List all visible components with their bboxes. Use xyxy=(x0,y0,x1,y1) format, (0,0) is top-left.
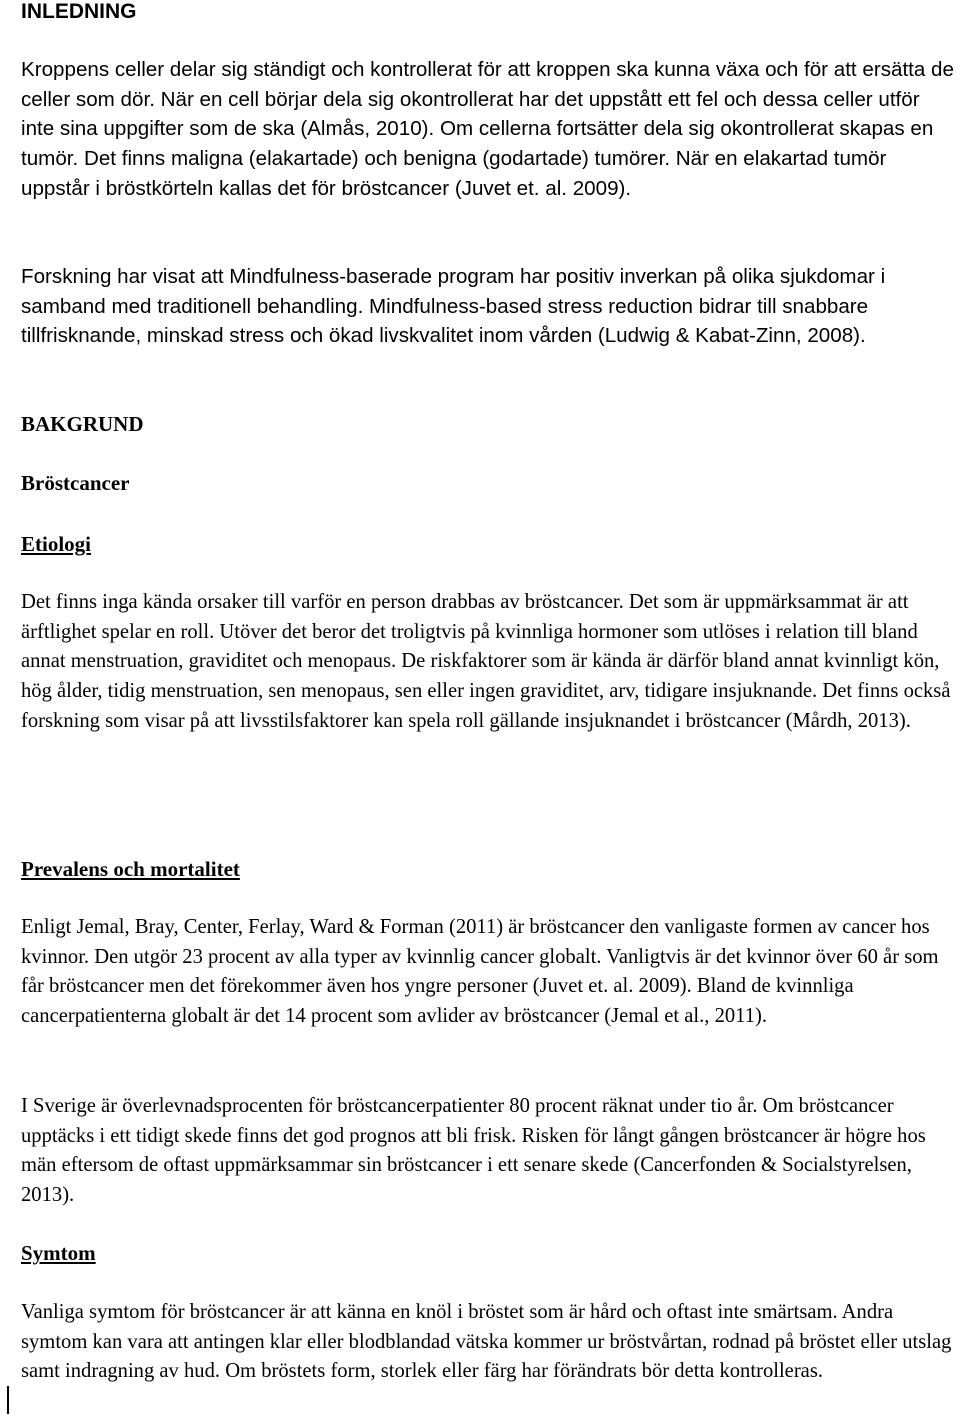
prevalence-heading: Prevalens och mortalitet xyxy=(21,857,240,881)
etiology-heading: Etiologi xyxy=(21,532,92,556)
prevalence-paragraph-1: Enligt Jemal, Bray, Center, Ferlay, Ward & Forman (2011) är bröstcancer den vanligaste formen av cancer hos kvinnor. Den utgör 23 procent av alla typer av kvinnlig cancer globalt. Vanligtvis är det kvinnor över 60 år som får bröstcancer men det förekommer även hos yngre personer (Juvet et. al. 2009). Bland de kvinnliga cancerpatienterna globalt är det 14 procent som avlider av bröstcancer (Jemal et al., 2011). xyxy=(21,916,939,1028)
intro-paragraph-1: Kroppens celler delar sig ständigt och kontrollerat för att kroppen ska kunna växa och för att ersätta de celler som dör. När en cell börjar dela sig okontrollerat har det uppstått ett fel och dessa celler utför inte sina uppgifter som de ska (Almås, 2010). Om cellerna fortsätter dela sig okontrollerat skapas en tumör. Det finns maligna (elakartade) och benigna (godartade) tumörer. När en elakartad tumör uppstår i bröstkörteln kallas det för bröstcancer (Juvet et. al. 2009). xyxy=(21,58,954,200)
margin-change-bar xyxy=(7,1386,9,1414)
intro-paragraph-2: Forskning har visat att Mindfulness-baserade program har positiv inverkan på olika sjukdomar i samband med traditionell behandling. Mindfulness-based stress reduction bidrar till snabbare tillfrisknande, minskad stress och ökad livskvalitet inom vården (Ludwig & Kabat-Zinn, 2008). xyxy=(21,265,886,348)
intro-heading: INLEDNING xyxy=(21,0,137,23)
background-heading: BAKGRUND xyxy=(21,412,144,436)
etiology-paragraph: Det finns inga kända orsaker till varför en person drabbas av bröstcancer. Det som är uppmärksammat är att ärftlighet spelar en roll. Utöver det beror det troligtvis på kvinnliga hormoner som utlöses i relation till bland annat menstruation, graviditet och menopaus. De riskfaktorer som är kända är därför bland annat kvinnligt kön, hög ålder, tidig menstruation, sen menopaus, sen eller ingen graviditet, arv, tidigare insjuknande. Det finns också forskning som visar på att livsstilsfaktorer kan spela roll gällande insjuknandet i bröstcancer (Mårdh, 2013). xyxy=(21,591,951,732)
breast-cancer-subheading: Bröstcancer xyxy=(21,471,130,495)
symptoms-heading: Symtom xyxy=(21,1241,96,1265)
prevalence-paragraph-2: I Sverige är överlevnadsprocenten för bröstcancerpatienter 80 procent räknat under tio år. Om bröstcancer upptäcks i ett tidigt skede finns det god prognos att bli frisk. Risken för långt gången bröstcancer är högre hos män eftersom de oftast uppmärksammar sin bröstcancer i ett senare skede (Cancerfonden & Socialstyrelsen, 2013). xyxy=(21,1095,926,1207)
symptoms-paragraph: Vanliga symtom för bröstcancer är att känna en knöl i bröstet som är hård och oftast inte smärtsam. Andra symtom kan vara att antingen klar eller blodblandad vätska kommer ur bröstvårtan, rodnad på bröstet eller utslag samt indragning av hud. Om bröstets form, storlek eller färg har förändrats bör detta kontrolleras. xyxy=(21,1301,952,1383)
